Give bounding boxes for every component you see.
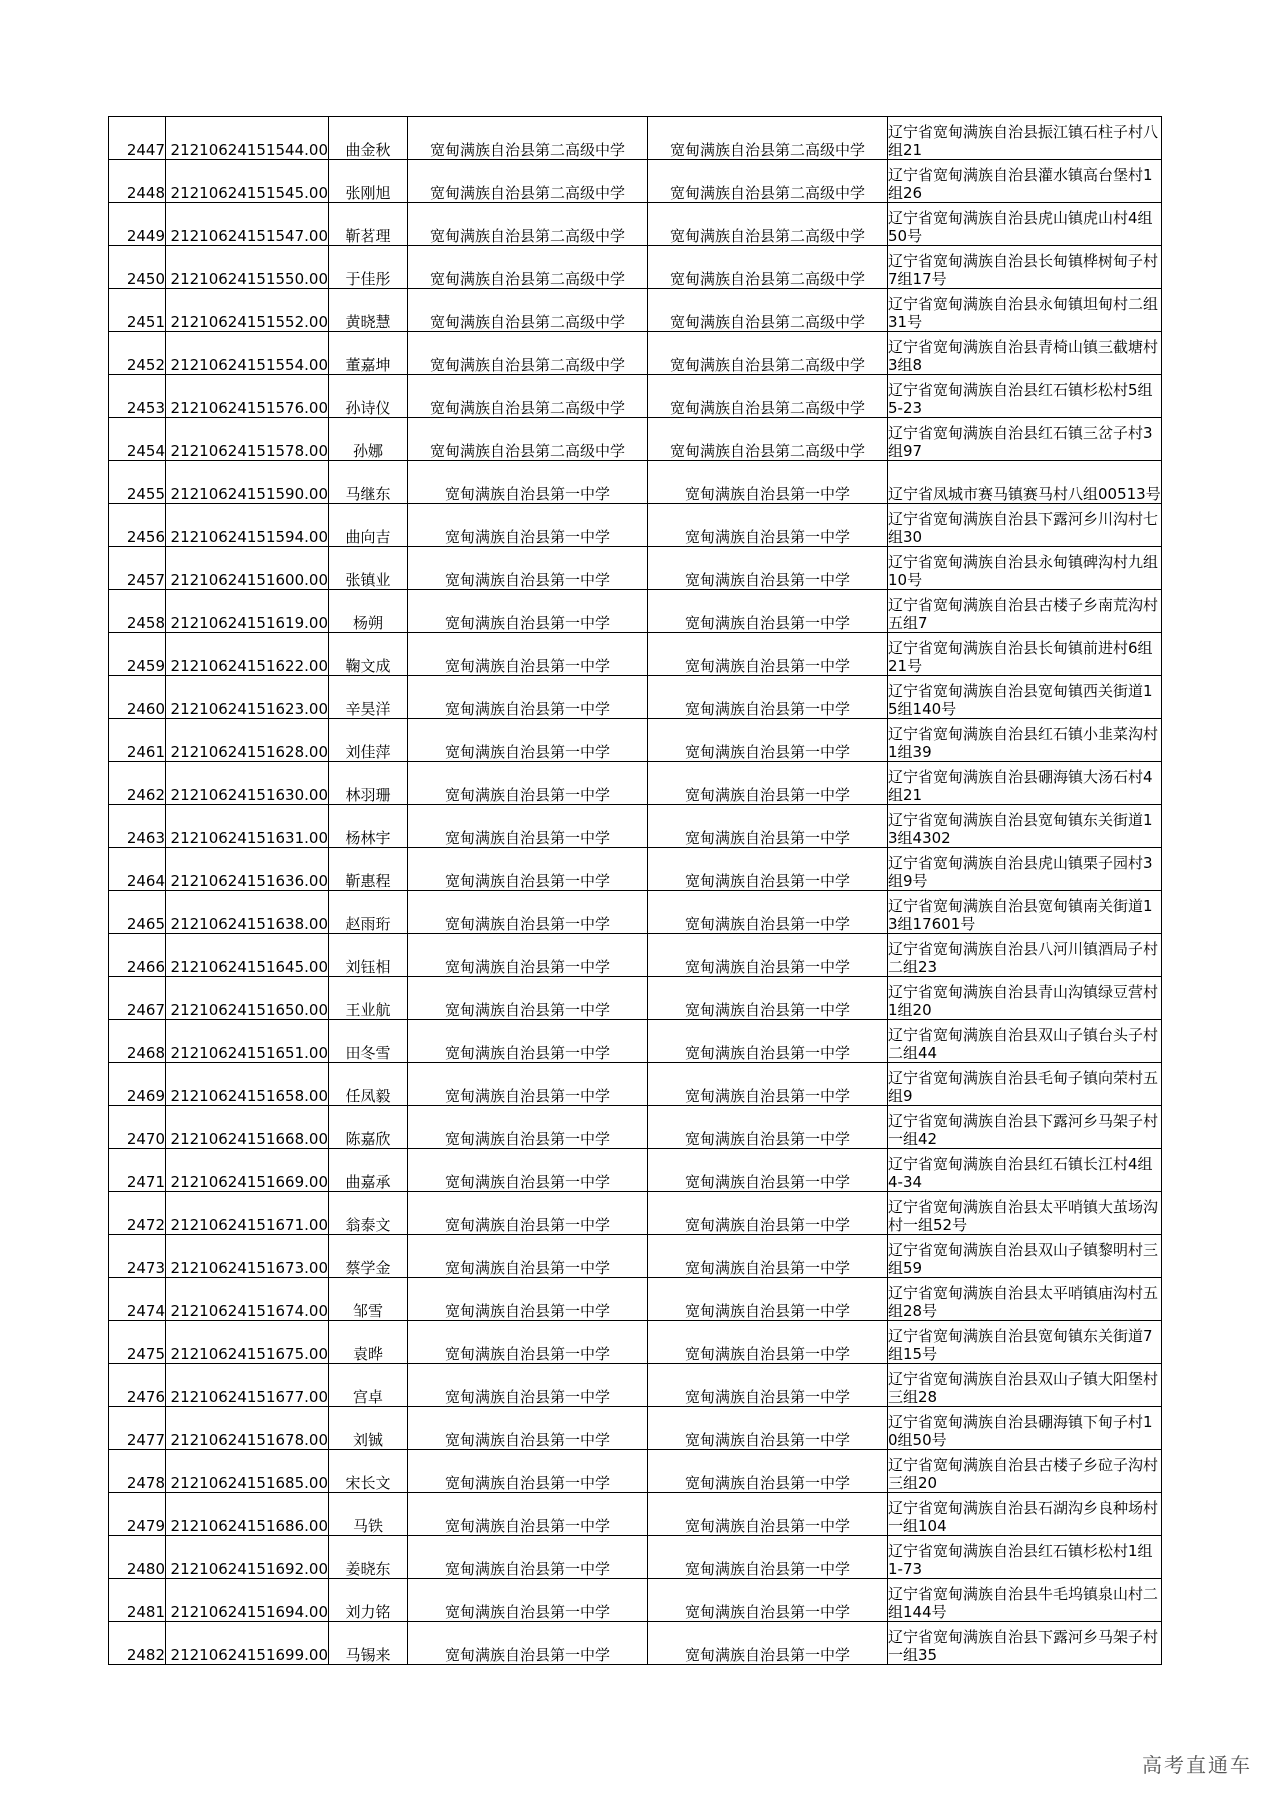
row-index: 2447 bbox=[109, 117, 166, 160]
home-address: 辽宁省宽甸满族自治县长甸镇桦树甸子村7组17号 bbox=[888, 246, 1162, 289]
student-name: 任凤毅 bbox=[329, 1063, 408, 1106]
student-name: 宋长文 bbox=[329, 1450, 408, 1493]
row-index: 2449 bbox=[109, 203, 166, 246]
candidate-id: 21210624151600.00 bbox=[166, 547, 329, 590]
student-name: 赵雨珩 bbox=[329, 891, 408, 934]
student-name: 林羽珊 bbox=[329, 762, 408, 805]
student-name: 孙诗仪 bbox=[329, 375, 408, 418]
table-row bbox=[109, 504, 1162, 547]
home-address: 辽宁省宽甸满族自治县红石镇杉松村5组5-23 bbox=[888, 375, 1162, 418]
graduation-school: 宽甸满族自治县第二高级中学 bbox=[408, 418, 648, 461]
candidate-id: 21210624151699.00 bbox=[166, 1622, 329, 1665]
home-address: 辽宁省宽甸满族自治县红石镇长江村4组4-34 bbox=[888, 1149, 1162, 1192]
graduation-school: 宽甸满族自治县第一中学 bbox=[408, 1493, 648, 1536]
table-row bbox=[109, 1192, 1162, 1235]
home-address: 辽宁省宽甸满族自治县硼海镇大汤石村4组21 bbox=[888, 762, 1162, 805]
student-roster-table bbox=[108, 116, 1162, 1665]
graduation-school: 宽甸满族自治县第一中学 bbox=[408, 676, 648, 719]
graduation-school: 宽甸满族自治县第一中学 bbox=[408, 1579, 648, 1622]
graduation-school: 宽甸满族自治县第一中学 bbox=[408, 977, 648, 1020]
graduation-school: 宽甸满族自治县第二高级中学 bbox=[408, 332, 648, 375]
home-address: 辽宁省宽甸满族自治县八河川镇酒局子村二组23 bbox=[888, 934, 1162, 977]
row-index: 2478 bbox=[109, 1450, 166, 1493]
home-address: 辽宁省宽甸满族自治县牛毛坞镇泉山村二组144号 bbox=[888, 1579, 1162, 1622]
candidate-id: 21210624151631.00 bbox=[166, 805, 329, 848]
graduation-school: 宽甸满族自治县第一中学 bbox=[408, 719, 648, 762]
table-row bbox=[109, 332, 1162, 375]
home-address: 辽宁省宽甸满族自治县太平哨镇庙沟村五组28号 bbox=[888, 1278, 1162, 1321]
registration-school: 宽甸满族自治县第一中学 bbox=[648, 762, 888, 805]
home-address: 辽宁省宽甸满族自治县青山沟镇绿豆营村1组20 bbox=[888, 977, 1162, 1020]
candidate-id: 21210624151675.00 bbox=[166, 1321, 329, 1364]
home-address: 辽宁省宽甸满族自治县红石镇三岔子村3组97 bbox=[888, 418, 1162, 461]
student-name: 董嘉坤 bbox=[329, 332, 408, 375]
row-index: 2467 bbox=[109, 977, 166, 1020]
student-name: 姜晓东 bbox=[329, 1536, 408, 1579]
registration-school: 宽甸满族自治县第一中学 bbox=[648, 1450, 888, 1493]
registration-school: 宽甸满族自治县第一中学 bbox=[648, 504, 888, 547]
graduation-school: 宽甸满族自治县第一中学 bbox=[408, 590, 648, 633]
row-index: 2448 bbox=[109, 160, 166, 203]
candidate-id: 21210624151628.00 bbox=[166, 719, 329, 762]
table-row bbox=[109, 1235, 1162, 1278]
graduation-school: 宽甸满族自治县第一中学 bbox=[408, 1364, 648, 1407]
student-name: 王业航 bbox=[329, 977, 408, 1020]
row-index: 2477 bbox=[109, 1407, 166, 1450]
table-row bbox=[109, 461, 1162, 504]
row-index: 2455 bbox=[109, 461, 166, 504]
graduation-school: 宽甸满族自治县第一中学 bbox=[408, 1407, 648, 1450]
student-name: 宫卓 bbox=[329, 1364, 408, 1407]
graduation-school: 宽甸满族自治县第一中学 bbox=[408, 1278, 648, 1321]
table-row bbox=[109, 590, 1162, 633]
student-name: 鞠文成 bbox=[329, 633, 408, 676]
candidate-id: 21210624151623.00 bbox=[166, 676, 329, 719]
table-row bbox=[109, 977, 1162, 1020]
table-row bbox=[109, 891, 1162, 934]
candidate-id: 21210624151636.00 bbox=[166, 848, 329, 891]
home-address: 辽宁省宽甸满族自治县宽甸镇东关街道13组4302 bbox=[888, 805, 1162, 848]
registration-school: 宽甸满族自治县第一中学 bbox=[648, 891, 888, 934]
student-name: 杨朔 bbox=[329, 590, 408, 633]
table-row bbox=[109, 375, 1162, 418]
row-index: 2479 bbox=[109, 1493, 166, 1536]
registration-school: 宽甸满族自治县第一中学 bbox=[648, 461, 888, 504]
home-address: 辽宁省宽甸满族自治县永甸镇坦甸村二组31号 bbox=[888, 289, 1162, 332]
registration-school: 宽甸满族自治县第一中学 bbox=[648, 934, 888, 977]
graduation-school: 宽甸满族自治县第一中学 bbox=[408, 1622, 648, 1665]
graduation-school: 宽甸满族自治县第二高级中学 bbox=[408, 117, 648, 160]
candidate-id: 21210624151677.00 bbox=[166, 1364, 329, 1407]
table-row bbox=[109, 1579, 1162, 1622]
student-name: 刘铖 bbox=[329, 1407, 408, 1450]
table-row bbox=[109, 1493, 1162, 1536]
student-name: 张刚旭 bbox=[329, 160, 408, 203]
home-address: 辽宁省宽甸满族自治县虎山镇栗子园村3组9号 bbox=[888, 848, 1162, 891]
roster-body bbox=[109, 117, 1162, 1665]
candidate-id: 21210624151622.00 bbox=[166, 633, 329, 676]
registration-school: 宽甸满族自治县第一中学 bbox=[648, 977, 888, 1020]
candidate-id: 21210624151576.00 bbox=[166, 375, 329, 418]
student-name: 刘钰相 bbox=[329, 934, 408, 977]
graduation-school: 宽甸满族自治县第一中学 bbox=[408, 1321, 648, 1364]
registration-school: 宽甸满族自治县第一中学 bbox=[648, 719, 888, 762]
student-name: 邹雪 bbox=[329, 1278, 408, 1321]
home-address: 辽宁省宽甸满族自治县太平哨镇大茧场沟村一组52号 bbox=[888, 1192, 1162, 1235]
table-row bbox=[109, 418, 1162, 461]
candidate-id: 21210624151545.00 bbox=[166, 160, 329, 203]
registration-school: 宽甸满族自治县第一中学 bbox=[648, 1192, 888, 1235]
home-address: 辽宁省宽甸满族自治县石湖沟乡良种场村一组104 bbox=[888, 1493, 1162, 1536]
registration-school: 宽甸满族自治县第一中学 bbox=[648, 1622, 888, 1665]
home-address: 辽宁省宽甸满族自治县硼海镇下甸子村10组50号 bbox=[888, 1407, 1162, 1450]
row-index: 2451 bbox=[109, 289, 166, 332]
student-name: 靳惠程 bbox=[329, 848, 408, 891]
candidate-id: 21210624151671.00 bbox=[166, 1192, 329, 1235]
student-name: 蔡学金 bbox=[329, 1235, 408, 1278]
table-row bbox=[109, 1450, 1162, 1493]
candidate-id: 21210624151669.00 bbox=[166, 1149, 329, 1192]
registration-school: 宽甸满族自治县第一中学 bbox=[648, 1536, 888, 1579]
row-index: 2476 bbox=[109, 1364, 166, 1407]
home-address: 辽宁省宽甸满族自治县宽甸镇东关街道7组15号 bbox=[888, 1321, 1162, 1364]
student-name: 田冬雪 bbox=[329, 1020, 408, 1063]
graduation-school: 宽甸满族自治县第一中学 bbox=[408, 1106, 648, 1149]
table-row bbox=[109, 848, 1162, 891]
student-name: 刘力铭 bbox=[329, 1579, 408, 1622]
home-address: 辽宁省宽甸满族自治县青椅山镇三截塘村3组8 bbox=[888, 332, 1162, 375]
row-index: 2462 bbox=[109, 762, 166, 805]
candidate-id: 21210624151590.00 bbox=[166, 461, 329, 504]
graduation-school: 宽甸满族自治县第二高级中学 bbox=[408, 203, 648, 246]
registration-school: 宽甸满族自治县第一中学 bbox=[648, 1321, 888, 1364]
graduation-school: 宽甸满族自治县第一中学 bbox=[408, 1063, 648, 1106]
row-index: 2468 bbox=[109, 1020, 166, 1063]
registration-school: 宽甸满族自治县第二高级中学 bbox=[648, 418, 888, 461]
registration-school: 宽甸满族自治县第一中学 bbox=[648, 633, 888, 676]
student-name: 曲向吉 bbox=[329, 504, 408, 547]
row-index: 2459 bbox=[109, 633, 166, 676]
graduation-school: 宽甸满族自治县第一中学 bbox=[408, 848, 648, 891]
row-index: 2464 bbox=[109, 848, 166, 891]
registration-school: 宽甸满族自治县第一中学 bbox=[648, 1407, 888, 1450]
registration-school: 宽甸满族自治县第二高级中学 bbox=[648, 289, 888, 332]
student-name: 陈嘉欣 bbox=[329, 1106, 408, 1149]
home-address: 辽宁省宽甸满族自治县双山子镇台头子村二组44 bbox=[888, 1020, 1162, 1063]
home-address: 辽宁省宽甸满族自治县下露河乡马架子村一组42 bbox=[888, 1106, 1162, 1149]
table-row bbox=[109, 1106, 1162, 1149]
graduation-school: 宽甸满族自治县第二高级中学 bbox=[408, 246, 648, 289]
graduation-school: 宽甸满族自治县第一中学 bbox=[408, 461, 648, 504]
home-address: 辽宁省宽甸满族自治县古楼子乡南荒沟村五组7 bbox=[888, 590, 1162, 633]
home-address: 辽宁省宽甸满族自治县古楼子乡砬子沟村三组20 bbox=[888, 1450, 1162, 1493]
graduation-school: 宽甸满族自治县第一中学 bbox=[408, 633, 648, 676]
student-name: 曲金秋 bbox=[329, 117, 408, 160]
table-row bbox=[109, 1321, 1162, 1364]
home-address: 辽宁省宽甸满族自治县宽甸镇西关街道15组140号 bbox=[888, 676, 1162, 719]
table-row bbox=[109, 934, 1162, 977]
table-row bbox=[109, 676, 1162, 719]
row-index: 2475 bbox=[109, 1321, 166, 1364]
student-name: 马锡来 bbox=[329, 1622, 408, 1665]
student-name: 杨林宇 bbox=[329, 805, 408, 848]
candidate-id: 21210624151651.00 bbox=[166, 1020, 329, 1063]
row-index: 2461 bbox=[109, 719, 166, 762]
candidate-id: 21210624151594.00 bbox=[166, 504, 329, 547]
graduation-school: 宽甸满族自治县第二高级中学 bbox=[408, 375, 648, 418]
student-name: 马铁 bbox=[329, 1493, 408, 1536]
candidate-id: 21210624151686.00 bbox=[166, 1493, 329, 1536]
graduation-school: 宽甸满族自治县第一中学 bbox=[408, 504, 648, 547]
home-address: 辽宁省宽甸满族自治县下露河乡川沟村七组30 bbox=[888, 504, 1162, 547]
graduation-school: 宽甸满族自治县第一中学 bbox=[408, 1192, 648, 1235]
registration-school: 宽甸满族自治县第一中学 bbox=[648, 1579, 888, 1622]
home-address: 辽宁省宽甸满族自治县下露河乡马架子村一组35 bbox=[888, 1622, 1162, 1665]
row-index: 2473 bbox=[109, 1235, 166, 1278]
registration-school: 宽甸满族自治县第一中学 bbox=[648, 848, 888, 891]
home-address: 辽宁省宽甸满族自治县红石镇杉松村1组1-73 bbox=[888, 1536, 1162, 1579]
registration-school: 宽甸满族自治县第二高级中学 bbox=[648, 203, 888, 246]
graduation-school: 宽甸满族自治县第一中学 bbox=[408, 1149, 648, 1192]
table-row bbox=[109, 633, 1162, 676]
student-name: 张镇业 bbox=[329, 547, 408, 590]
student-name: 黄晓慧 bbox=[329, 289, 408, 332]
table-row bbox=[109, 203, 1162, 246]
table-row bbox=[109, 1407, 1162, 1450]
home-address: 辽宁省宽甸满族自治县双山子镇黎明村三组59 bbox=[888, 1235, 1162, 1278]
graduation-school: 宽甸满族自治县第二高级中学 bbox=[408, 160, 648, 203]
table-row bbox=[109, 1536, 1162, 1579]
row-index: 2454 bbox=[109, 418, 166, 461]
home-address: 辽宁省凤城市赛马镇赛马村八组00513号 bbox=[888, 461, 1162, 504]
table-row bbox=[109, 547, 1162, 590]
candidate-id: 21210624151694.00 bbox=[166, 1579, 329, 1622]
home-address: 辽宁省宽甸满族自治县宽甸镇南关街道13组17601号 bbox=[888, 891, 1162, 934]
row-index: 2463 bbox=[109, 805, 166, 848]
graduation-school: 宽甸满族自治县第二高级中学 bbox=[408, 289, 648, 332]
home-address: 辽宁省宽甸满族自治县永甸镇碑沟村九组10号 bbox=[888, 547, 1162, 590]
row-index: 2480 bbox=[109, 1536, 166, 1579]
registration-school: 宽甸满族自治县第一中学 bbox=[648, 1020, 888, 1063]
registration-school: 宽甸满族自治县第一中学 bbox=[648, 676, 888, 719]
row-index: 2471 bbox=[109, 1149, 166, 1192]
watermark: 高考直通车 bbox=[1142, 1753, 1252, 1777]
candidate-id: 21210624151685.00 bbox=[166, 1450, 329, 1493]
student-name: 袁晔 bbox=[329, 1321, 408, 1364]
registration-school: 宽甸满族自治县第一中学 bbox=[648, 1149, 888, 1192]
table-row bbox=[109, 1149, 1162, 1192]
candidate-id: 21210624151547.00 bbox=[166, 203, 329, 246]
table-row bbox=[109, 246, 1162, 289]
row-index: 2474 bbox=[109, 1278, 166, 1321]
row-index: 2460 bbox=[109, 676, 166, 719]
candidate-id: 21210624151673.00 bbox=[166, 1235, 329, 1278]
row-index: 2469 bbox=[109, 1063, 166, 1106]
row-index: 2465 bbox=[109, 891, 166, 934]
row-index: 2452 bbox=[109, 332, 166, 375]
candidate-id: 21210624151619.00 bbox=[166, 590, 329, 633]
registration-school: 宽甸满族自治县第一中学 bbox=[648, 1063, 888, 1106]
candidate-id: 21210624151552.00 bbox=[166, 289, 329, 332]
table-row bbox=[109, 1020, 1162, 1063]
row-index: 2458 bbox=[109, 590, 166, 633]
home-address: 辽宁省宽甸满族自治县虎山镇虎山村4组50号 bbox=[888, 203, 1162, 246]
candidate-id: 21210624151658.00 bbox=[166, 1063, 329, 1106]
home-address: 辽宁省宽甸满族自治县长甸镇前进村6组21号 bbox=[888, 633, 1162, 676]
student-name: 靳茗理 bbox=[329, 203, 408, 246]
graduation-school: 宽甸满族自治县第一中学 bbox=[408, 1536, 648, 1579]
registration-school: 宽甸满族自治县第一中学 bbox=[648, 1278, 888, 1321]
table-row bbox=[109, 1622, 1162, 1665]
row-index: 2481 bbox=[109, 1579, 166, 1622]
registration-school: 宽甸满族自治县第二高级中学 bbox=[648, 375, 888, 418]
registration-school: 宽甸满族自治县第二高级中学 bbox=[648, 117, 888, 160]
registration-school: 宽甸满族自治县第一中学 bbox=[648, 1364, 888, 1407]
row-index: 2450 bbox=[109, 246, 166, 289]
row-index: 2466 bbox=[109, 934, 166, 977]
table-row bbox=[109, 1278, 1162, 1321]
graduation-school: 宽甸满族自治县第一中学 bbox=[408, 934, 648, 977]
home-address: 辽宁省宽甸满族自治县双山子镇大阳堡村三组28 bbox=[888, 1364, 1162, 1407]
graduation-school: 宽甸满族自治县第一中学 bbox=[408, 805, 648, 848]
candidate-id: 21210624151678.00 bbox=[166, 1407, 329, 1450]
candidate-id: 21210624151554.00 bbox=[166, 332, 329, 375]
registration-school: 宽甸满族自治县第二高级中学 bbox=[648, 332, 888, 375]
candidate-id: 21210624151638.00 bbox=[166, 891, 329, 934]
candidate-id: 21210624151692.00 bbox=[166, 1536, 329, 1579]
home-address: 辽宁省宽甸满族自治县振江镇石柱子村八组21 bbox=[888, 117, 1162, 160]
row-index: 2470 bbox=[109, 1106, 166, 1149]
student-name: 于佳彤 bbox=[329, 246, 408, 289]
row-index: 2472 bbox=[109, 1192, 166, 1235]
candidate-id: 21210624151544.00 bbox=[166, 117, 329, 160]
graduation-school: 宽甸满族自治县第一中学 bbox=[408, 1020, 648, 1063]
candidate-id: 21210624151650.00 bbox=[166, 977, 329, 1020]
row-index: 2456 bbox=[109, 504, 166, 547]
home-address: 辽宁省宽甸满族自治县红石镇小韭菜沟村1组39 bbox=[888, 719, 1162, 762]
table-row bbox=[109, 805, 1162, 848]
graduation-school: 宽甸满族自治县第一中学 bbox=[408, 1235, 648, 1278]
registration-school: 宽甸满族自治县第一中学 bbox=[648, 1106, 888, 1149]
student-name: 马继东 bbox=[329, 461, 408, 504]
graduation-school: 宽甸满族自治县第一中学 bbox=[408, 547, 648, 590]
home-address: 辽宁省宽甸满族自治县灌水镇高台堡村1组26 bbox=[888, 160, 1162, 203]
table-row bbox=[109, 117, 1162, 160]
registration-school: 宽甸满族自治县第一中学 bbox=[648, 547, 888, 590]
candidate-id: 21210624151674.00 bbox=[166, 1278, 329, 1321]
student-name: 翁泰文 bbox=[329, 1192, 408, 1235]
candidate-id: 21210624151578.00 bbox=[166, 418, 329, 461]
candidate-id: 21210624151645.00 bbox=[166, 934, 329, 977]
registration-school: 宽甸满族自治县第一中学 bbox=[648, 1493, 888, 1536]
candidate-id: 21210624151668.00 bbox=[166, 1106, 329, 1149]
registration-school: 宽甸满族自治县第二高级中学 bbox=[648, 246, 888, 289]
registration-school: 宽甸满族自治县第一中学 bbox=[648, 590, 888, 633]
candidate-id: 21210624151630.00 bbox=[166, 762, 329, 805]
row-index: 2457 bbox=[109, 547, 166, 590]
row-index: 2482 bbox=[109, 1622, 166, 1665]
graduation-school: 宽甸满族自治县第一中学 bbox=[408, 762, 648, 805]
table-row bbox=[109, 1364, 1162, 1407]
table-row bbox=[109, 762, 1162, 805]
row-index: 2453 bbox=[109, 375, 166, 418]
table-row bbox=[109, 160, 1162, 203]
table-row bbox=[109, 1063, 1162, 1106]
registration-school: 宽甸满族自治县第二高级中学 bbox=[648, 160, 888, 203]
candidate-id: 21210624151550.00 bbox=[166, 246, 329, 289]
student-name: 辛昊洋 bbox=[329, 676, 408, 719]
graduation-school: 宽甸满族自治县第一中学 bbox=[408, 1450, 648, 1493]
student-name: 曲嘉承 bbox=[329, 1149, 408, 1192]
table-row bbox=[109, 289, 1162, 332]
student-name: 孙娜 bbox=[329, 418, 408, 461]
registration-school: 宽甸满族自治县第一中学 bbox=[648, 805, 888, 848]
registration-school: 宽甸满族自治县第一中学 bbox=[648, 1235, 888, 1278]
student-name: 刘佳萍 bbox=[329, 719, 408, 762]
graduation-school: 宽甸满族自治县第一中学 bbox=[408, 891, 648, 934]
table-row bbox=[109, 719, 1162, 762]
home-address: 辽宁省宽甸满族自治县毛甸子镇向荣村五组9 bbox=[888, 1063, 1162, 1106]
